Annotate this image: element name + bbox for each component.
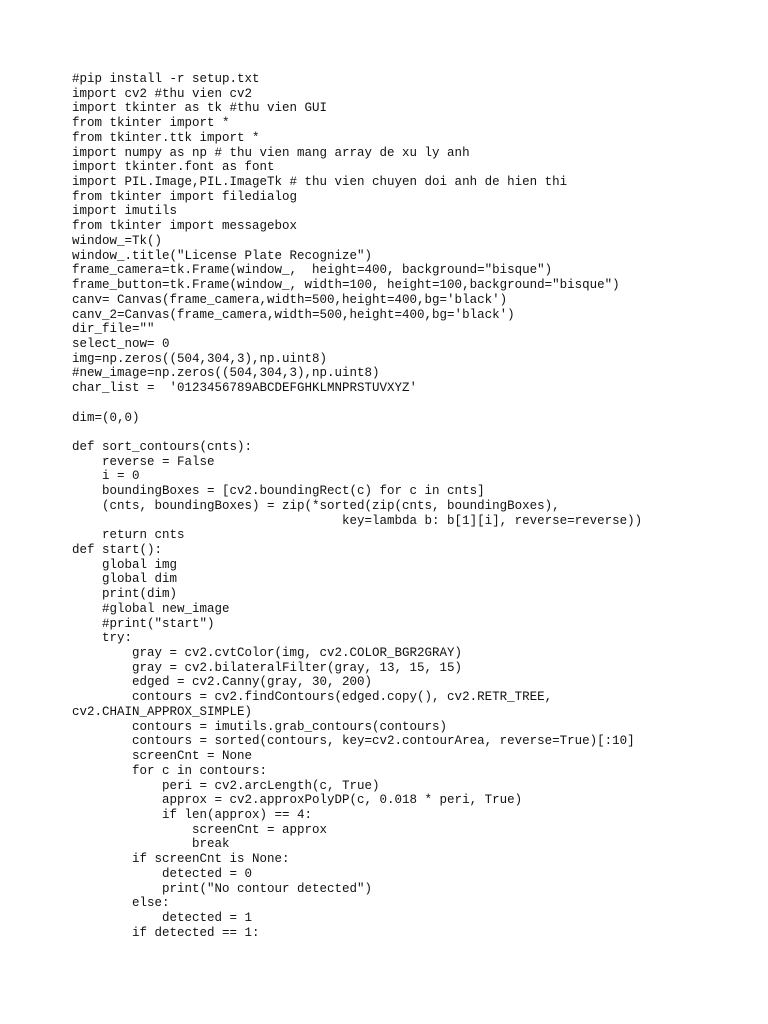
code-line: import imutils xyxy=(72,204,178,219)
code-line: import PIL.Image,PIL.ImageTk # thu vien chuyen doi anh de hien thi xyxy=(72,175,568,190)
code-line: print("No contour detected") xyxy=(72,881,373,896)
code-line: window_.title("License Plate Recognize") xyxy=(72,248,373,263)
code-line: cv2.CHAIN_APPROX_SIMPLE) xyxy=(72,704,253,719)
code-line: def sort_contours(cnts): xyxy=(72,439,253,454)
code-line: detected = 0 xyxy=(72,866,253,881)
code-line: for c in contours: xyxy=(72,763,268,778)
code-line: return cnts xyxy=(72,528,185,543)
code-line: global img xyxy=(72,557,178,572)
code-line: def start(): xyxy=(72,543,163,557)
code-line: screenCnt = approx xyxy=(72,822,328,837)
code-line: print(dim) xyxy=(72,587,178,602)
code-line: import cv2 #thu vien cv2 xyxy=(72,86,253,101)
code-line xyxy=(72,396,642,411)
code-line: dir_file="" xyxy=(72,322,155,337)
code-line: dim=(0,0) xyxy=(72,410,140,425)
code-line: contours = cv2.findContours(edged.copy(), cv2.RETR_TREE, xyxy=(72,690,553,705)
code-line: gray = cv2.bilateralFilter(gray, 13, 15, 15) xyxy=(72,660,463,675)
code-line: contours = sorted(contours, key=cv2.contourArea, reverse=True)[:10] xyxy=(72,734,635,749)
code-line: detected = 1 xyxy=(72,910,253,925)
code-line: window_=Tk() xyxy=(72,233,163,248)
code-line: from tkinter import * xyxy=(72,116,230,131)
code-line: from tkinter.ttk import * xyxy=(72,130,260,145)
code-line: #global new_image xyxy=(72,601,230,616)
code-line: (cnts, boundingBoxes) = zip(*sorted(zip(cnts, boundingBoxes), xyxy=(72,498,560,513)
code-line: else: xyxy=(72,896,170,911)
code-line: screenCnt = None xyxy=(72,749,253,764)
code-line: boundingBoxes = [cv2.boundingRect(c) for c in cnts] xyxy=(72,484,485,499)
code-line: break xyxy=(72,837,230,852)
code-line: import tkinter as tk #thu vien GUI xyxy=(72,101,328,116)
code-line: canv_2=Canvas(frame_camera,width=500,height=400,bg='black') xyxy=(72,307,515,322)
code-line: from tkinter import filedialog xyxy=(72,189,298,204)
code-line: edged = cv2.Canny(gray, 30, 200) xyxy=(72,675,373,690)
code-line: peri = cv2.arcLength(c, True) xyxy=(72,778,380,793)
code-line: frame_camera=tk.Frame(window_, height=400, background="bisque") xyxy=(72,263,553,278)
code-line: contours = imutils.grab_contours(contours) xyxy=(72,719,448,734)
code-line: import numpy as np # thu vien mang array de xu ly anh xyxy=(72,145,470,160)
code-block xyxy=(72,72,642,940)
code-line: try: xyxy=(72,631,133,646)
code-line: img=np.zeros((504,304,3),np.uint8) xyxy=(72,351,328,366)
code-line: if screenCnt is None: xyxy=(72,852,290,867)
code-line: global dim xyxy=(72,572,178,587)
code-line: #print("start") xyxy=(72,616,215,631)
code-line: if len(approx) == 4: xyxy=(72,807,313,822)
code-line: #new_image=np.zeros((504,304,3),np.uint8) xyxy=(72,366,380,381)
code-line: canv= Canvas(frame_camera,width=500,height=400,bg='black') xyxy=(72,292,508,307)
code-line: gray = cv2.cvtColor(img, cv2.COLOR_BGR2GRAY) xyxy=(72,646,463,661)
code-line xyxy=(72,425,642,440)
code-line: key=lambda b: b[1][i], reverse=reverse)) xyxy=(72,513,643,528)
code-line: if detected == 1: xyxy=(72,925,260,940)
code-line: import tkinter.font as font xyxy=(72,160,275,175)
code-line: reverse = False xyxy=(72,454,215,469)
code-line: char_list = '0123456789ABCDEFGHKLMNPRSTUVXYZ' xyxy=(72,381,418,396)
code-line: select_now= 0 xyxy=(72,336,170,351)
code-line: frame_button=tk.Frame(window_, width=100, height=100,background="bisque") xyxy=(72,278,620,293)
code-line: i = 0 xyxy=(72,469,140,484)
code-line: #pip install -r setup.txt xyxy=(72,72,260,86)
code-line: approx = cv2.approxPolyDP(c, 0.018 * peri, True) xyxy=(72,793,523,808)
code-line: from tkinter import messagebox xyxy=(72,219,298,234)
